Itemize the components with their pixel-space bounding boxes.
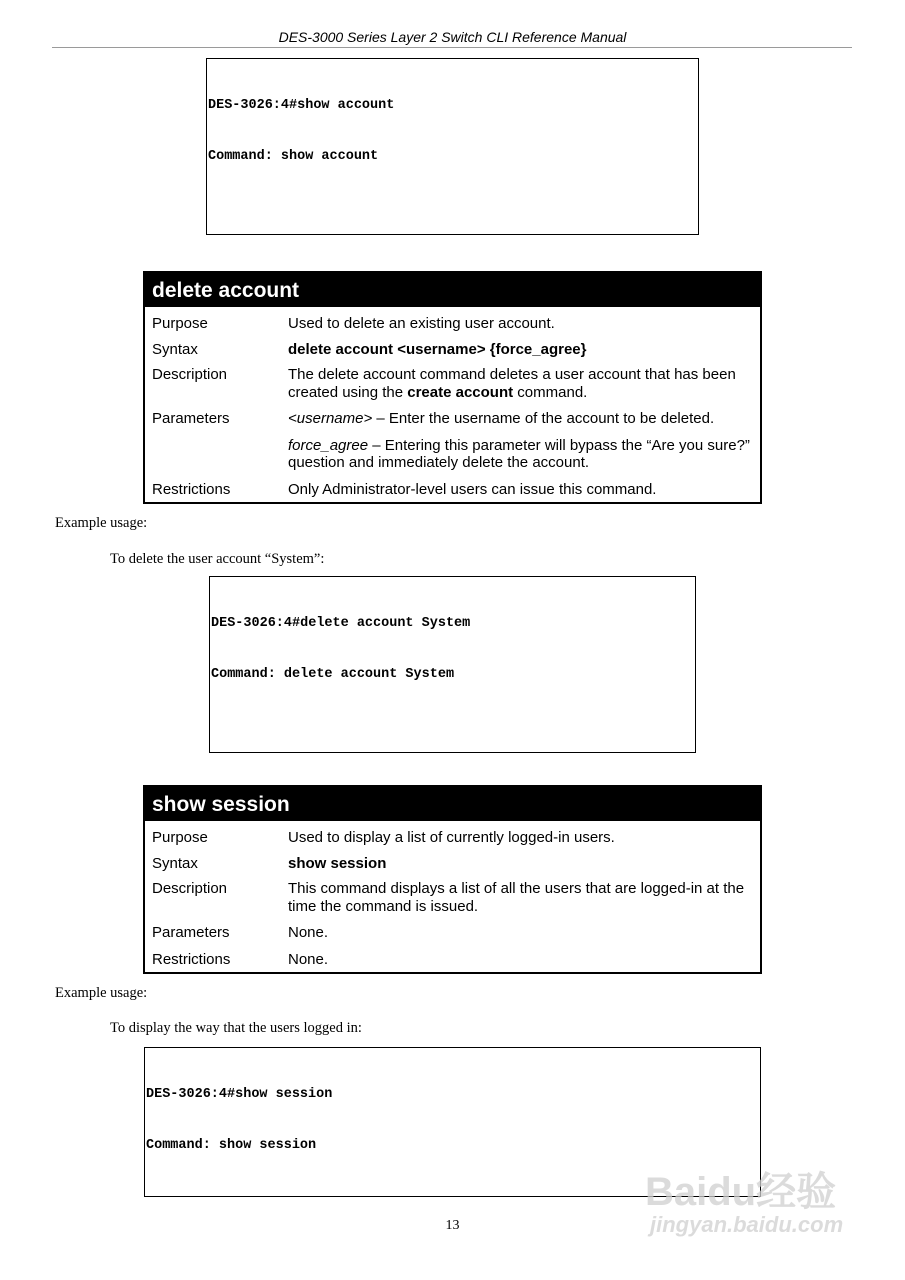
param-name: force_agree	[288, 436, 369, 454]
value-restrictions: Only Administrator-level users can issue this command.	[288, 480, 657, 498]
example-intro: To delete the user account “System”:	[110, 551, 325, 567]
param-text: – Enter the username of the account to be deleted.	[372, 410, 715, 427]
value-syntax: delete account <username> {force_agree}	[288, 341, 587, 358]
code-line: DES-3026:4#show account	[208, 98, 395, 113]
command-table-delete-account	[143, 271, 762, 504]
value-restrictions: None.	[288, 950, 329, 968]
example-intro: To display the way that the users logged in:	[110, 1020, 362, 1036]
running-header: DES-3000 Series Layer 2 Switch CLI Reference Manual	[278, 29, 627, 45]
row-purpose	[145, 307, 760, 332]
value-parameters	[288, 410, 760, 472]
code-line: Command: show account	[208, 149, 379, 164]
page-number: 13	[445, 1218, 460, 1233]
row-syntax	[145, 846, 760, 872]
code-line: DES-3026:4#show session	[146, 1087, 333, 1102]
param-force-agree	[288, 437, 752, 472]
label-syntax: Syntax	[152, 341, 198, 358]
row-parameters	[145, 915, 760, 942]
row-restrictions	[145, 942, 760, 973]
label-restrictions: Restrictions	[152, 950, 231, 968]
value-purpose: Used to display a list of currently logged-in users.	[288, 829, 615, 846]
label-description: Description	[152, 880, 228, 897]
text: The delete account command deletes a user account that has been created using the	[288, 366, 736, 401]
command-title: show session	[145, 787, 760, 821]
row-parameters	[145, 401, 760, 472]
text-bold: create account	[407, 383, 514, 401]
watermark-brand: Baidu经验	[645, 1170, 837, 1214]
row-restrictions	[145, 472, 760, 503]
label-parameters: Parameters	[152, 410, 230, 427]
text: command.	[513, 383, 588, 401]
row-syntax	[145, 332, 760, 358]
code-block-delete-account	[209, 576, 696, 753]
label-syntax: Syntax	[152, 855, 198, 872]
param-text: – Entering this parameter will bypass the “Are you sure?” question and immediately delete the account.	[288, 436, 750, 471]
example-label: Example usage:	[55, 515, 148, 531]
value-syntax: show session	[288, 855, 387, 872]
code-line: Command: delete account System	[211, 667, 455, 682]
value-description: This command displays a list of all the users that are logged-in at the time the command is issued.	[288, 880, 745, 915]
row-purpose	[145, 821, 760, 846]
value-description	[288, 366, 760, 401]
code-line: Command: show session	[146, 1138, 317, 1153]
code-line: DES-3026:4#delete account System	[211, 616, 471, 631]
watermark-url: jingyan.baidu.com	[650, 1212, 844, 1237]
code-block-show-account	[206, 58, 699, 235]
value-purpose: Used to delete an existing user account.	[288, 315, 555, 332]
param-name: <username>	[288, 410, 373, 427]
label-purpose: Purpose	[152, 829, 208, 846]
label-purpose: Purpose	[152, 315, 208, 332]
example-label: Example usage:	[55, 985, 148, 1001]
header-rule	[52, 47, 852, 48]
value-parameters: None.	[288, 924, 329, 941]
command-title: delete account	[145, 273, 760, 307]
row-description	[145, 872, 760, 915]
row-description	[145, 358, 760, 401]
param-username	[288, 410, 752, 428]
command-table-show-session	[143, 785, 762, 974]
label-parameters: Parameters	[152, 924, 230, 941]
label-description: Description	[152, 366, 228, 383]
label-restrictions: Restrictions	[152, 480, 231, 498]
